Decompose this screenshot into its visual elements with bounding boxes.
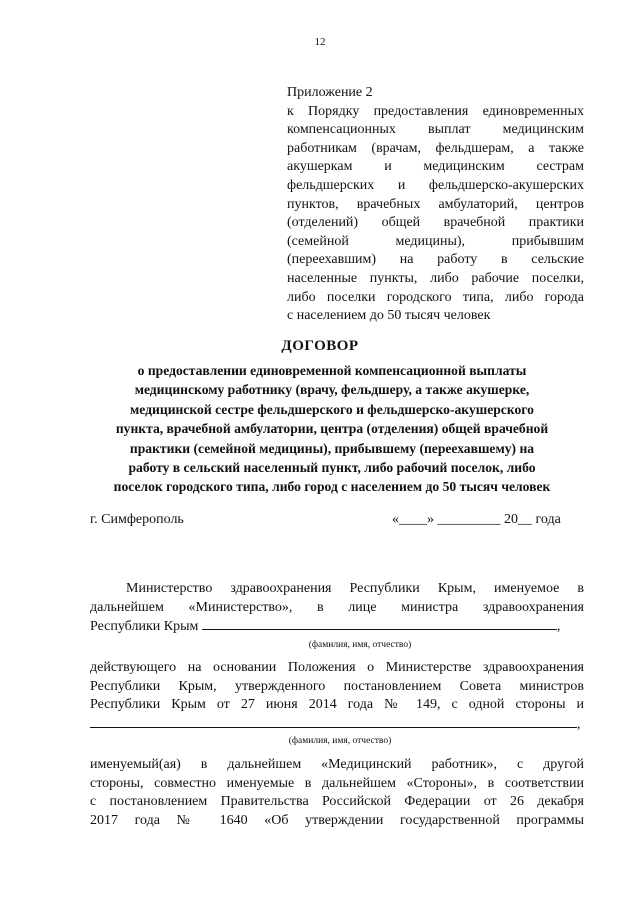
paragraph-line: дальнейшем «Министерство», в лице министра здравоохранения: [90, 599, 584, 615]
paragraph-line: 2017 года № 1640 «Об утверждении государственной программы: [90, 812, 584, 828]
appendix-line: акушеркам и медицинским сестрам: [287, 159, 584, 175]
contract-city: г. Симферополь: [90, 512, 184, 527]
paragraph-basis: [90, 659, 584, 733]
appendix-header: [287, 84, 584, 326]
document-title: ДОГОВОР: [281, 338, 359, 354]
paragraph-line: именуемый(ая) в дальнейшем «Медицинский работник», с другой: [90, 757, 584, 772]
appendix-line: населенные пункты, либо рабочие поселки,: [287, 270, 584, 286]
subtitle-line: работу в сельский населенный пункт, либо рабочий поселок, либо: [128, 459, 536, 475]
paragraph-line: Республики Крым от 27 июня 2014 года № 149, с одной стороны и: [90, 697, 584, 713]
paragraph-line-prefix: Республики Крым: [90, 619, 199, 635]
paragraph-line: [90, 617, 584, 636]
contract-date: «____» _________ 20__ года: [392, 512, 561, 527]
appendix-line: либо поселки городского типа, либо города: [287, 289, 584, 305]
paragraph-worker: [90, 756, 584, 830]
subtitle-line: поселок городского типа, либо город с населением до 50 тысяч человек: [113, 479, 551, 495]
paragraph-line-suffix: ,: [577, 716, 581, 732]
worker-name-blank: [90, 715, 577, 728]
appendix-line: пунктов, врачебных амбулаторий, центров: [287, 196, 584, 212]
paragraph-ministry: [90, 580, 584, 636]
document-subtitle: [72, 361, 592, 497]
minister-name-blank: [202, 617, 557, 630]
appendix-line: Приложение 2: [287, 85, 373, 100]
subtitle-line: о предоставлении единовременной компенсационной выплаты: [137, 363, 527, 378]
paragraph-line: [90, 715, 584, 734]
subtitle-line: медицинской сестре фельдшерского и фельдшерско-акушерского: [130, 401, 534, 417]
subtitle-line: пункта, врачебной амбулатории, центра (отделения) общей врачебной: [115, 421, 549, 437]
paragraph-line: Республики Крым, утвержденного постановлением Совета министров: [90, 678, 584, 694]
appendix-line: с населением до 50 тысяч человек: [287, 308, 491, 324]
subtitle-line: медицинскому работнику (врачу, фельдшеру, а также акушерке,: [134, 382, 530, 398]
appendix-line: работникам (врачам, фельдшерам, а также: [287, 140, 584, 156]
appendix-line: к Порядку предоставления единовременных: [287, 103, 584, 119]
paragraph-line-suffix: ,: [556, 619, 561, 635]
appendix-line: (переехавшим) на работу в сельские: [287, 252, 584, 268]
paragraph-line: стороны, совместно именуемые в дальнейшем «Стороны», в соответствии: [90, 775, 584, 791]
appendix-line: фельдшерских и фельдшерско-акушерских: [287, 177, 584, 193]
name-caption: (фамилия, имя, отчество): [308, 640, 412, 650]
paragraph-line: с постановлением Правительства Российской Федерации от 26 декабря: [90, 794, 584, 810]
subtitle-line: практики (семейной медицины), прибывшему (переехавшему) на: [129, 440, 535, 456]
page-number: 12: [314, 36, 326, 48]
paragraph-line: действующего на основании Положения о Министерстве здравоохранения: [90, 660, 584, 675]
appendix-line: компенсационных выплат медицинским: [287, 122, 584, 138]
appendix-line: (отделений) общей врачебной практики: [287, 215, 584, 231]
paragraph-line: Министерство здравоохранения Республики Крым, именуемое в: [126, 581, 584, 596]
appendix-line: (семейной медицины), прибывшим: [287, 233, 584, 249]
name-caption: (фамилия, имя, отчество): [288, 736, 392, 746]
